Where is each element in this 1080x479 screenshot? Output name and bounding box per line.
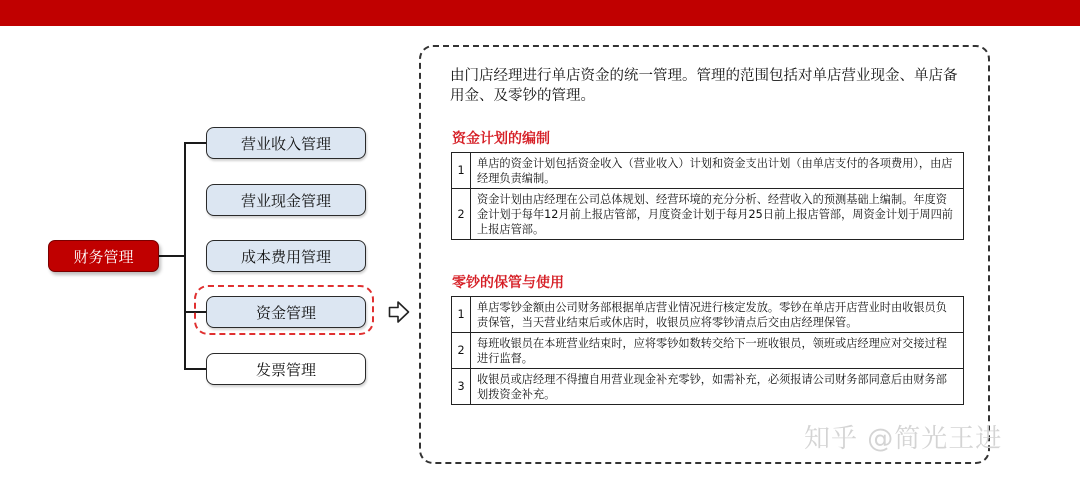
row-text: 单店的资金计划包括资金收入（营业收入）计划和资金支出计划（由单店支付的各项费用），由店经理负责编制。 — [471, 153, 964, 189]
watermark-text: 知乎 @简光王进 — [804, 424, 1003, 454]
row-number: 2 — [452, 189, 471, 240]
connector-branch-1 — [184, 142, 206, 144]
change-custody-table — [451, 296, 964, 405]
row-text: 收银员或店经理不得擅自用营业现金补充零钞，如需补充，必须报请公司财务部同意后由财务部划拨资金补充。 — [471, 369, 964, 405]
connector-branch-5 — [184, 368, 206, 370]
branch-revenue-management: 营业收入管理 — [206, 127, 366, 159]
row-number: 1 — [452, 297, 471, 333]
intro-text: 由门店经理进行单店资金的统一管理。管理的范围包括对单店营业现金、单店备用金、及零钞的管理。 — [450, 68, 958, 104]
root-node-finance: 财务管理 — [48, 240, 159, 272]
table-row — [452, 369, 964, 405]
fund-plan-table — [451, 152, 964, 240]
table-row — [452, 297, 964, 333]
branch-cost-management: 成本费用管理 — [206, 240, 366, 272]
row-number: 2 — [452, 333, 471, 369]
branch-invoice-management: 发票管理 — [206, 353, 366, 385]
connector-trunk — [184, 142, 186, 370]
row-text: 单店零钞金额由公司财务部根据单店营业情况进行核定发放。零钞在单店开店营业时由收银员负责保管，当天营业结束后或休店时，收银员应将零钞清点后交由店经理保管。 — [471, 297, 964, 333]
table-row — [452, 333, 964, 369]
connector-root — [159, 255, 185, 257]
row-number: 3 — [452, 369, 471, 405]
section-title-change-custody: 零钞的保管与使用 — [452, 275, 564, 291]
row-text: 资金计划由店经理在公司总体规划、经营环境的充分分析、经营收入的预测基础上编制。年度资金计划于每年12月前上报店管部，月度资金计划于每月25日前上报店管部，周资金计划于周四前上报店管部。 — [471, 189, 964, 240]
branch-fund-management: 资金管理 — [206, 296, 366, 328]
branch-cash-management: 营业现金管理 — [206, 184, 366, 216]
section-title-fund-plan: 资金计划的编制 — [452, 131, 550, 147]
table-row — [452, 153, 964, 189]
table-row — [452, 189, 964, 240]
row-text: 每班收银员在本班营业结束时，应将零钞如数转交给下一班收银员，领班或店经理应对交接过程进行监督。 — [471, 333, 964, 369]
right-arrow-icon — [388, 300, 410, 324]
row-number: 1 — [452, 153, 471, 189]
top-banner-bar — [0, 0, 1080, 26]
